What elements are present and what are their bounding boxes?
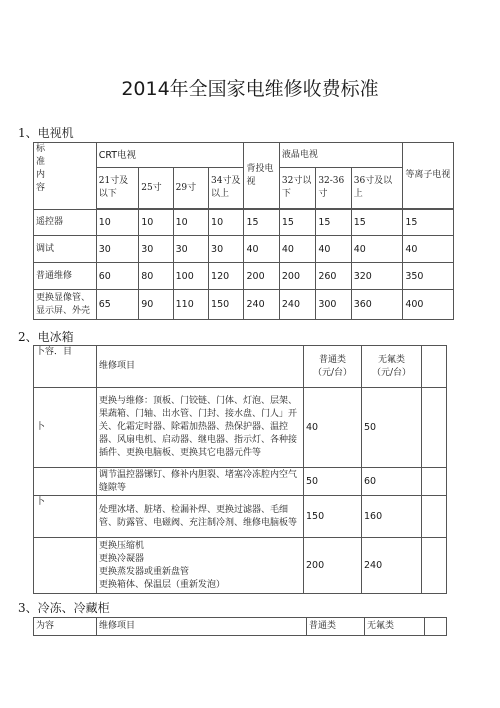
tv-price-cell: 10	[209, 210, 244, 236]
tv-price-cell: 30	[96, 236, 139, 263]
tv-price-cell: 10	[173, 210, 208, 236]
tv-price-cell: 120	[209, 263, 244, 290]
fridge-header-item: 维修项目	[97, 346, 304, 388]
tv-price-cell: 200	[244, 263, 279, 290]
fridge-price-nofluor: 240	[362, 538, 422, 594]
tv-price-cell: 260	[316, 263, 351, 290]
fridge-header-category: 卜容．目	[34, 346, 97, 388]
fridge-empty-cell	[422, 468, 447, 496]
fridge-category-cell	[34, 468, 97, 496]
tv-row-label: 调试	[34, 236, 97, 263]
tv-size-cell: 32-36寸	[316, 168, 351, 209]
fridge-price-normal: 200	[304, 538, 362, 594]
fridge-header-normal: 普通类 （元/台）	[304, 346, 362, 388]
fridge-item-cell: 更换与维修：顶板、门铰链、门体、灯泡、层架、果蔬箱、门轴、出水管、门封、接水盘、门人」开关、化霜定时器、除霜加热器、热保护器、温控器、风扇电机、启动器、继电器、指示灯、各种接插件、更换电脑板、更换其它电器元件等	[97, 388, 304, 468]
tv-price-cell: 110	[173, 290, 208, 320]
tv-size-cell: 21寸及以下	[96, 168, 139, 209]
tv-row-label: 遥控器	[34, 210, 97, 236]
fridge-category-cell: 卜	[34, 496, 97, 538]
tv-price-cell: 320	[351, 263, 403, 290]
tv-price-cell: 350	[403, 263, 454, 290]
fridge-category-cell: 卜	[34, 388, 97, 468]
tv-size-cell: 36寸及以上	[351, 168, 403, 209]
tv-price-cell: 150	[209, 290, 244, 320]
tv-price-cell: 360	[351, 290, 403, 320]
section-heading-freezer: 3、冷冻、冷藏柜	[18, 601, 110, 615]
fridge-price-normal: 150	[304, 496, 362, 538]
tv-size-cell: 29寸	[173, 168, 208, 209]
fridge-price-normal: 50	[304, 468, 362, 496]
freezer-header-nofluor: 无氟类	[365, 618, 425, 636]
tv-price-cell: 30	[209, 236, 244, 263]
fridge-empty-cell	[422, 496, 447, 538]
freezer-empty-cell	[425, 618, 447, 636]
fridge-price-normal: 40	[304, 388, 362, 468]
tv-price-cell: 40	[403, 236, 454, 263]
tv-price-cell: 40	[351, 236, 403, 263]
fridge-empty-cell	[422, 346, 447, 388]
fridge-category-cell	[34, 538, 97, 594]
tv-header-lcd: 液晶电视	[279, 143, 402, 168]
tv-price-cell: 10	[96, 210, 139, 236]
fridge-item-cell: 处理冰堵、脏堵、检漏补焊、更换过滤器、毛细管、防露管、电磁阀、充注制冷剂、维修电脑板等	[97, 496, 304, 538]
tv-price-cell: 15	[403, 210, 454, 236]
tv-price-cell: 15	[316, 210, 351, 236]
tv-size-cell: 32寸以下	[279, 168, 315, 209]
fridge-price-nofluor: 160	[362, 496, 422, 538]
tv-price-cell: 100	[173, 263, 208, 290]
tv-size-cell: 25寸	[139, 168, 173, 209]
tv-header-plasma: 等离子电视	[403, 143, 454, 209]
fridge-price-table	[33, 345, 447, 594]
tv-row-label: 更换显像管、显示屏、外壳	[34, 290, 97, 320]
tv-price-cell: 240	[279, 290, 315, 320]
tv-price-cell: 15	[351, 210, 403, 236]
fridge-item-cell: 调节温控器镙钉、修补内胆裂、堵塞冷冻腔内空气缝隙等	[97, 468, 304, 496]
tv-header-crt: CRT电视	[96, 143, 244, 168]
tv-header-rear: 背投电视	[244, 143, 279, 209]
tv-price-cell: 10	[139, 210, 173, 236]
tv-price-cell: 40	[279, 236, 315, 263]
tv-price-table	[33, 142, 454, 320]
tv-price-cell: 60	[96, 263, 139, 290]
tv-price-cell: 15	[279, 210, 315, 236]
tv-price-cell: 40	[244, 236, 279, 263]
fridge-empty-cell	[422, 388, 447, 468]
tv-row-label: 普通维修	[34, 263, 97, 290]
section-heading-tv: 1、电视机	[18, 126, 74, 140]
tv-price-cell: 15	[244, 210, 279, 236]
tv-price-cell: 90	[139, 290, 173, 320]
fridge-price-nofluor: 60	[362, 468, 422, 496]
tv-price-cell: 40	[316, 236, 351, 263]
tv-price-cell: 65	[96, 290, 139, 320]
tv-price-cell: 240	[244, 290, 279, 320]
tv-price-cell: 400	[403, 290, 454, 320]
tv-price-cell: 200	[279, 263, 315, 290]
tv-price-cell: 300	[316, 290, 351, 320]
fridge-header-nofluor: 无氟类 （元/台）	[362, 346, 422, 388]
tv-price-cell: 30	[139, 236, 173, 263]
page-title: 2014年全国家电维修收费标准	[121, 78, 379, 100]
tv-corner-cell: 标 准 内 容	[34, 143, 97, 210]
fridge-item-cell: 更换压缩机 更换冷凝器 更换蒸发器或重新盘管 更换箱体、保温层（重新发泡）	[97, 538, 304, 594]
tv-size-cell: 34寸及以上	[209, 168, 244, 209]
section-heading-fridge: 2、电冰箱	[18, 330, 74, 344]
tv-price-cell: 30	[173, 236, 208, 263]
freezer-header-category: 为容	[34, 618, 97, 636]
tv-price-cell: 80	[139, 263, 173, 290]
freezer-header-normal: 普通类	[307, 618, 365, 636]
freezer-header-item: 维修项目	[97, 618, 307, 636]
fridge-price-nofluor: 50	[362, 388, 422, 468]
fridge-empty-cell	[422, 538, 447, 594]
freezer-price-table	[33, 617, 447, 636]
